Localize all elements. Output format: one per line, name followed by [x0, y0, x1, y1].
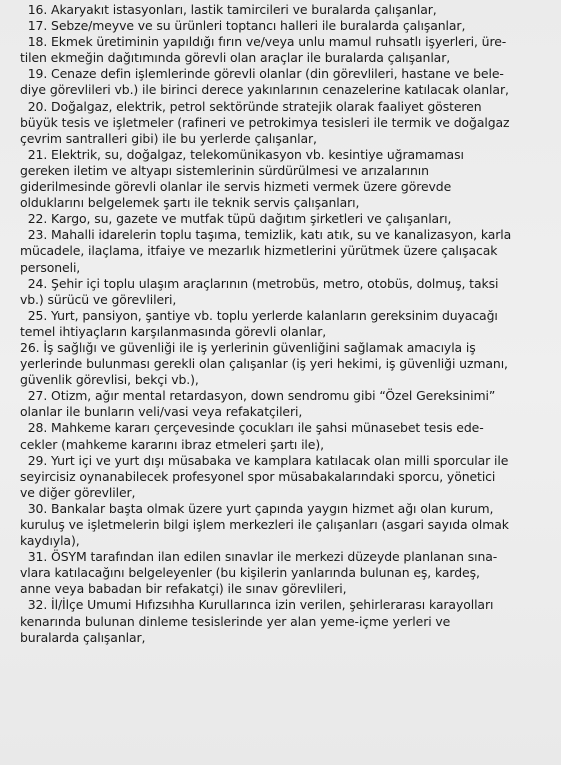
text-line: 23. Mahalli idarelerin toplu taşıma, temizlik, katı atık, su ve kanalizasyon, karla	[20, 227, 512, 243]
text-line: gereken iletim ve altyapı sistemlerinin sürdürülmesi ve arızalarının	[20, 162, 429, 178]
text-line: 29. Yurt içi ve yurt dışı müsabaka ve kamplara katılacak olan milli sporcular ile	[20, 452, 509, 468]
text-line: seyircisiz oynanabilecek profesyonel spor müsabakalarındaki sporcu, yönetici	[20, 468, 496, 484]
text-line: 18. Ekmek üretiminin yapıldığı fırın ve/veya unlu mamul ruhsatlı işyerleri, üre-	[20, 34, 507, 50]
text-line: vb.) sürücü ve görevlileri,	[20, 291, 177, 307]
text-line: cekler (mahkeme kararını ibraz etmeleri şartı ile),	[20, 436, 324, 452]
text-line: temel ihtiyaçların karşılanmasında görevli olanlar,	[20, 323, 327, 339]
text-line: 17. Sebze/meyve ve su ürünleri toptancı halleri ile buralarda çalışanlar,	[20, 18, 466, 34]
text-line: 27. Otizm, ağır mental retardasyon, down sendromu gibi “Özel Gereksinimi”	[20, 388, 496, 404]
text-line: 21. Elektrik, su, doğalgaz, telekomünikasyon vb. kesintiye uğramaması	[20, 146, 464, 162]
text-line: 28. Mahkeme kararı çerçevesinde çocukları ile şahsi münasebet tesis ede-	[20, 420, 484, 436]
text-line: yerlerinde bulunması gerekli olan çalışanlar (iş yeri hekimi, iş güvenliği uzmanı,	[20, 356, 508, 372]
text-line: 20. Doğalgaz, elektrik, petrol sektöründe stratejik olarak faaliyet gösteren	[20, 98, 482, 114]
text-line: personeli,	[20, 259, 81, 275]
text-line: tilen ekmeğin dağıtımında görevli olan araçlar ile buralarda çalışanlar,	[20, 50, 451, 66]
text-line: 30. Bankalar başta olmak üzere yurt çapında yaygın hizmet ağı olan kurum,	[20, 500, 494, 516]
text-line: mücadele, ilaçlama, itfaiye ve mezarlık hizmetlerini yürütmek üzere çalışacak	[20, 243, 498, 259]
text-line: kaydıyla),	[20, 533, 80, 549]
text-line: vlara katılacağını belgeleyenler (bu kişilerin yanlarında bulunan eş, kardeş,	[20, 565, 480, 581]
text-line: kuruluş ve işletmelerin bilgi işlem merkezleri ile çalışanları (asgari sayıda olmak	[20, 517, 509, 532]
text-line: güvenlik görevlisi, bekçi vb.),	[20, 372, 199, 388]
text-line: 25. Yurt, pansiyon, şantiye vb. toplu yerlerde kalanların gereksinim duyacağı	[20, 307, 498, 323]
text-line: buralarda çalışanlar,	[20, 629, 146, 645]
text-line: diye görevlileri vb.) ile birinci derece yakınlarının cenazelerine katılacak olanlar,	[20, 82, 509, 98]
text-line: ve diğer görevliler,	[20, 484, 136, 500]
text-line: giderilmesinde görevli olanlar ile servis hizmeti vermek üzere görevde	[20, 179, 452, 195]
document-body	[20, 2, 550, 646]
text-line: kenarında bulunan dinleme tesislerinde yer alan yeme-içme yerleri ve	[20, 613, 451, 629]
text-line: 26. İş sağlığı ve güvenliği ile iş yerlerinin güvenliğini sağlamak amacıyla iş	[20, 339, 476, 355]
text-line: 32. İl/İlçe Umumi Hıfızsıhha Kurullarınca izin verilen, şehirlerarası karayolları	[20, 597, 494, 613]
text-line: 31. ÖSYM tarafından ilan edilen sınavlar ile merkezi düzeyde planlanan sına-	[20, 549, 498, 565]
text-line: 19. Cenaze defin işlemlerinde görevli olanlar (din görevlileri, hastane ve bele-	[20, 66, 504, 82]
text-line: 24. Şehir içi toplu ulaşım araçlarının (metrobüs, metro, otobüs, dolmuş, taksi	[20, 275, 499, 291]
text-line: anne veya babadan bir refakatçi) ile sınav görevlileri,	[20, 581, 347, 597]
text-line: 22. Kargo, su, gazete ve mutfak tüpü dağıtım şirketleri ve çalışanları,	[20, 211, 452, 227]
text-line: büyük tesis ve işletmeler (rafineri ve petrokimya tesisleri ile termik ve doğalgaz	[20, 114, 510, 130]
text-line: olanlar ile bunların veli/vasi veya refakatçileri,	[20, 404, 303, 420]
text-line: olduklarını belgelemek şartı ile teknik servis çalışanları,	[20, 195, 360, 211]
text-line: 16. Akaryakıt istasyonları, lastik tamircileri ve buralarda çalışanlar,	[20, 2, 437, 17]
text-line: çevrim santralleri gibi) ile bu yerlerde çalışanlar,	[20, 130, 317, 146]
